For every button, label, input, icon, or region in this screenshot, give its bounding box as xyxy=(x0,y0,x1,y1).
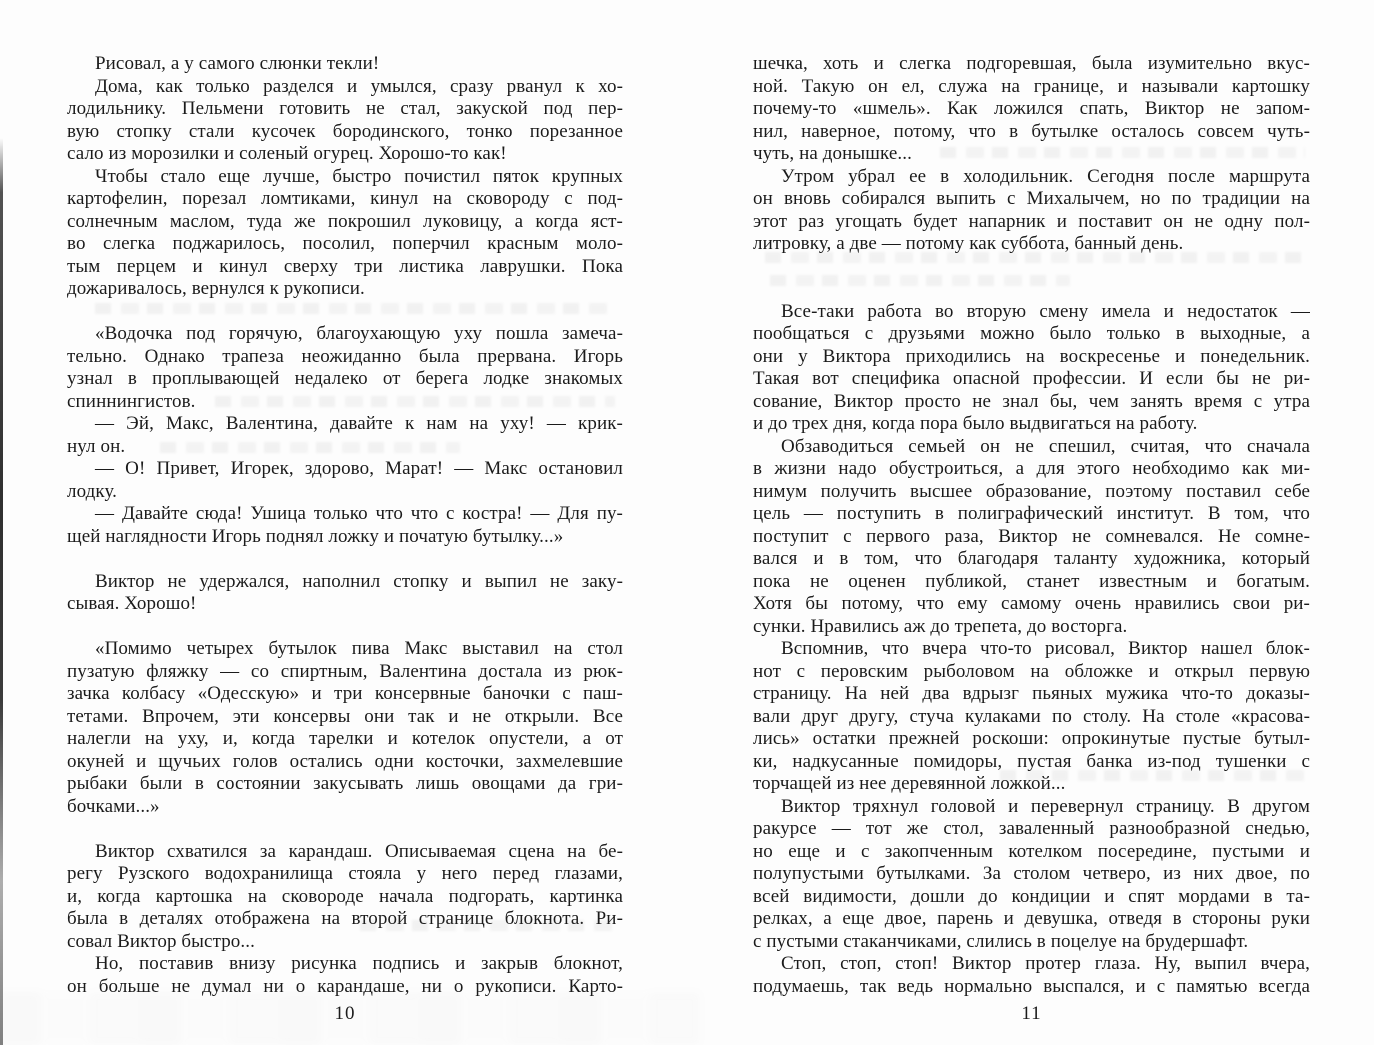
text-line: подумаешь, так ведь нормально выспался, и с памятью всегда xyxy=(753,975,1310,997)
text-line: релках, а еще двое, парень и девушка, отведя в стороны руки xyxy=(753,908,1310,929)
text-line: вался и в том, что благодаря таланту художника, который xyxy=(753,548,1310,569)
text-line: тым перцем и кинул сверху три листика лаврушки. Пока xyxy=(67,255,623,277)
text-line: всей видимости, дошли до кондиции и спят мордами в та- xyxy=(753,885,1310,907)
text-line: этот раз угощать будет напарник и поставит он не одну пол- xyxy=(753,210,1310,232)
text-line: бочками...» xyxy=(67,795,160,817)
text-line: налегли на уху, и, когда тарелки и котелок опустели, а от xyxy=(67,728,623,749)
scan-artifact xyxy=(160,442,460,453)
text-line: щей наглядности Игорь поднял ложку и початую бутылку...» xyxy=(67,525,564,547)
text-line: нимум получить высшее образование, поэтому поставил себе xyxy=(753,480,1310,502)
text-line: лодильнику. Пельмени готовить не стал, закуской под пер- xyxy=(67,98,623,119)
page-right xyxy=(753,53,1310,998)
text-line: Вспомнив, что вчера что-то рисовал, Виктор нашел блок- xyxy=(781,638,1310,659)
text-line: он больше не думал ни о карандаше, ни о рукописи. Карто- xyxy=(67,975,623,997)
scan-artifact xyxy=(1000,770,1305,781)
text-line: с пустыми стаканчиками, слились в поцелуе на брудершафт. xyxy=(753,930,1249,952)
text-line: Утром убрал ее в холодильник. Сегодня после маршрута xyxy=(781,165,1310,187)
scan-artifact xyxy=(765,252,1305,263)
scan-edge-shadow xyxy=(0,138,3,1045)
text-line: дожаривалось, вернулся к рукописи. xyxy=(67,278,365,299)
text-line: нил, наверное, потому, что в бутылке осталось совсем чуть- xyxy=(753,120,1310,142)
text-line: шечка, хоть и слегка подгоревшая, была изумительно вкус- xyxy=(753,53,1310,74)
text-line: рыбаки были в состоянии закусывать лишь овощами да гри- xyxy=(67,773,623,794)
text-line: Обзаводиться семьей он не спешил, считая, что сначала xyxy=(781,435,1310,457)
text-line: Виктор не удержался, наполнил стопку и выпил не заку- xyxy=(95,570,623,592)
text-line: солнечным маслом, туда же покрошил луковицу, а когда яст- xyxy=(67,210,623,232)
text-line: лодку. xyxy=(67,480,118,502)
text-line: почему-то «шмель». Как ложился спать, Виктор не запом- xyxy=(753,98,1310,119)
text-line: «Помимо четырех бутылок пива Макс выставил на стол xyxy=(95,638,623,659)
scan-artifact xyxy=(940,147,1305,158)
text-line: окуней и щучьих голов остались одни косточки, захмелевшие xyxy=(67,750,623,772)
paragraph xyxy=(67,638,623,818)
text-line: пузатую фляжку — со спиртным, Валентина достала из рюк- xyxy=(67,660,623,682)
text-line: — О! Привет, Игорек, здорово, Марат! — Макс остановил xyxy=(95,458,623,479)
text-line: сование, Виктор просто не знал бы, чем занять время с утра xyxy=(753,390,1310,412)
text-line: лись» остатки прежней роскоши: опрокинутые пустые бутыл- xyxy=(753,728,1310,749)
paragraph xyxy=(753,796,1310,954)
paragraph xyxy=(753,953,1310,998)
text-line: они у Виктора приходились на воскресенье и понедельник. xyxy=(753,345,1310,367)
paragraph xyxy=(67,458,623,503)
page-left xyxy=(67,53,623,998)
text-line: Все-таки работа во вторую смену имела и недостаток — xyxy=(781,300,1310,322)
text-line: и до трех дня, когда пора было выдвигаться на работу. xyxy=(753,413,1198,434)
text-line: пока не оценен публикой, станет известным и богатым. xyxy=(753,570,1310,592)
text-line: вали друг другу, стуча кулаками по столу. На столе «красова- xyxy=(753,705,1310,727)
text-line: регу Рузского водохранилища стояла у него перед глазами, xyxy=(67,863,623,884)
scan-smudge xyxy=(0,992,700,1045)
text-line: но еще и с закопченным котелком посередине, пустыми и xyxy=(753,840,1310,862)
text-line: Такая вот специфика опасной профессии. И если бы не ри- xyxy=(753,368,1310,389)
scan-artifact xyxy=(360,920,615,931)
text-line: пообщаться с друзьями можно было только в выходные, а xyxy=(753,323,1310,344)
scan-artifact xyxy=(95,303,615,314)
text-line: страницу. На ней два вдрызг пьяных мужика что-то доказы- xyxy=(753,683,1310,704)
paragraph xyxy=(67,53,623,76)
text-line: ной. Такую он ел, служа на границе, и называли картошку xyxy=(753,75,1310,97)
text-line: тельно. Однако трапеза неожиданно была прервана. Игорь xyxy=(67,345,623,367)
paragraph xyxy=(67,76,623,166)
text-line: сало из морозилки и соленый огурец. Хорошо-то как! xyxy=(67,143,507,164)
paragraph xyxy=(67,503,623,548)
text-line: Стоп, стоп, стоп! Виктор протер глаза. Ну, выпил вчера, xyxy=(781,953,1310,974)
text-line: Виктор тряхнул головой и перевернул страницу. В другом xyxy=(781,795,1310,817)
page-number-left: 10 xyxy=(334,1003,356,1024)
paragraph xyxy=(67,841,623,954)
text-line: совал Виктор быстро... xyxy=(67,930,255,952)
text-line: — Давайте сюда! Ушица только что что с костра! — Для пу- xyxy=(95,503,623,524)
text-line: нул он. xyxy=(67,435,126,457)
paragraph xyxy=(67,166,623,301)
text-line: зачка колбасу «Одесскую» и три консервные баночки с паш- xyxy=(67,683,623,704)
text-line: и, когда картошка на сковороде начала подгорать, картинка xyxy=(67,885,623,907)
paragraph xyxy=(753,436,1310,639)
text-line: ки, надкусанные помидоры, пустая банка из-под тушенки с xyxy=(753,750,1310,772)
text-line: сунки. Нравились аж до трепета, до восторга. xyxy=(753,615,1128,637)
paragraph xyxy=(753,166,1310,256)
text-line: во слегка поджарилось, посолил, поперчил красным моло- xyxy=(67,233,623,254)
text-line: картофелин, порезал ломтиками, кинул на сковороду с под- xyxy=(67,188,623,209)
text-line: спиннингистов. xyxy=(67,390,196,412)
text-line: тетами. Впрочем, эти консервы они так и не открыли. Все xyxy=(67,705,623,727)
text-line: сывая. Хорошо! xyxy=(67,593,197,614)
scan-artifact xyxy=(770,275,1070,286)
paragraph xyxy=(753,301,1310,436)
text-line: Виктор схватился за карандаш. Описываемая сцена на бе- xyxy=(95,840,623,862)
text-line: Но, поставив внизу рисунка подпись и закрыв блокнот, xyxy=(95,953,623,974)
text-line: узнал в проплывающей недалеко от берега лодке знакомых xyxy=(67,368,623,389)
text-line: Дома, как только разделся и умылся, сразу рванул к хо- xyxy=(95,75,623,97)
text-line: ракурсе — тот же стол, заваленный разнообразной снедью, xyxy=(753,818,1310,839)
text-line: литровку, а две — потому как суббота, банный день. xyxy=(753,233,1184,254)
text-line: поступит с первого раза, Виктор не сомневался. Не сомне- xyxy=(753,525,1310,547)
text-line: вую стопку стали кусочек бородинского, тонко порезанное xyxy=(67,120,623,142)
text-line: — Эй, Макс, Валентина, давайте к нам на уху! — крик- xyxy=(95,413,623,434)
page-number-right: 11 xyxy=(1021,1003,1042,1024)
text-line: полупустыми бутылками. За столом четверо, из них двое, по xyxy=(753,863,1310,884)
text-line: Рисовал, а у самого слюнки текли! xyxy=(95,53,380,74)
text-line: нот с перовским рыболовом на обложке и открыл первую xyxy=(753,660,1310,682)
text-line: цель — поступить в полиграфический институт. В том, что xyxy=(753,503,1310,524)
text-line: Чтобы стало еще лучше, быстро почистил пяток крупных xyxy=(95,165,623,187)
text-line: «Водочка под горячую, благоухающую уху пошла замеча- xyxy=(95,323,623,344)
paragraph xyxy=(67,571,623,616)
text-line: Хотя бы потому, что ему самому очень нравились свои ри- xyxy=(753,593,1310,614)
text-line: торчащей из нее деревянной ложкой... xyxy=(753,773,1066,794)
text-line: была в деталях отображена на второй странице блокнота. Ри- xyxy=(67,908,623,929)
text-line: он вновь собирался выпить с Михалычем, но по традиции на xyxy=(753,188,1310,209)
scan-artifact xyxy=(215,396,615,407)
text-line: в жизни надо обустроиться, а для этого необходимо как ми- xyxy=(753,458,1310,479)
text-line: чуть, на донышке... xyxy=(753,143,912,164)
